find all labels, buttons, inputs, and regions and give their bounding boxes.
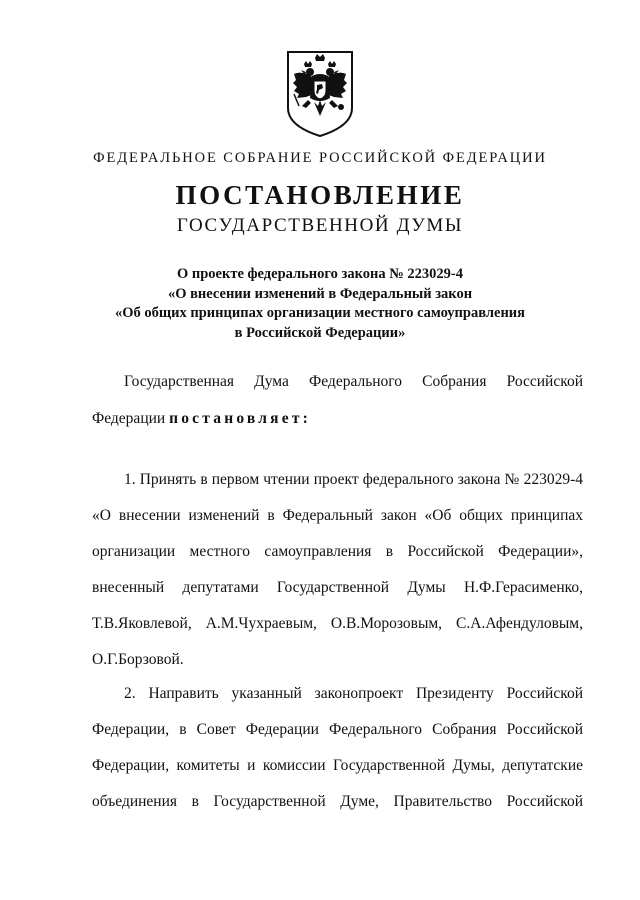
document-subject	[0, 265, 640, 344]
item1-line: 1. Принять в первом чтении проект федерального закона № 223029-4	[124, 471, 583, 488]
item1-line: организации местного самоуправления в Российской Федерации»,	[92, 543, 583, 560]
subject-line: «О внесении изменений в Федеральный закон	[167, 285, 473, 302]
item2-line: объединения в Государственной Думе, Правительство Российской	[92, 793, 583, 810]
document-authority: ГОСУДАРСТВЕННОЙ ДУМЫ	[176, 215, 464, 236]
preamble-line: Государственная Дума Федерального Собрания Российской	[124, 373, 583, 390]
preamble-verb: постановляет:	[169, 410, 311, 427]
subject-line: в Российской Федерации»	[234, 325, 406, 342]
item2-line: Федерации, в Совет Федерации Федерального Собрания Российской	[92, 721, 583, 738]
assembly-title: ФЕДЕРАЛЬНОЕ СОБРАНИЕ РОССИЙСКОЙ ФЕДЕРАЦИИ	[93, 150, 547, 166]
item2-line: Федерации, комитеты и комиссии Государственной Думы, депутатские	[92, 757, 583, 774]
item1-line: О.Г.Борзовой.	[92, 651, 184, 668]
subject-line: О проекте федерального закона № 223029-4	[176, 266, 464, 282]
preamble-line	[92, 409, 583, 429]
item2-line: 2. Направить указанный законопроект Президенту Российской	[124, 685, 583, 702]
item1-line: внесенный депутатами Государственной Думы Н.Ф.Герасименко,	[92, 579, 583, 596]
coat-of-arms-icon	[284, 50, 356, 138]
preamble-text: Федерации	[92, 410, 166, 427]
item1-line: «О внесении изменений в Федеральный закон «Об общих принципах	[92, 507, 583, 524]
subject-line: «Об общих принципах организации местного самоуправления	[115, 305, 525, 322]
item1-line: Т.В.Яковлевой, А.М.Чухраевым, О.В.Морозовым, С.А.Афендуловым,	[92, 615, 583, 632]
document-type: ПОСТАНОВЛЕНИЕ	[175, 180, 465, 210]
